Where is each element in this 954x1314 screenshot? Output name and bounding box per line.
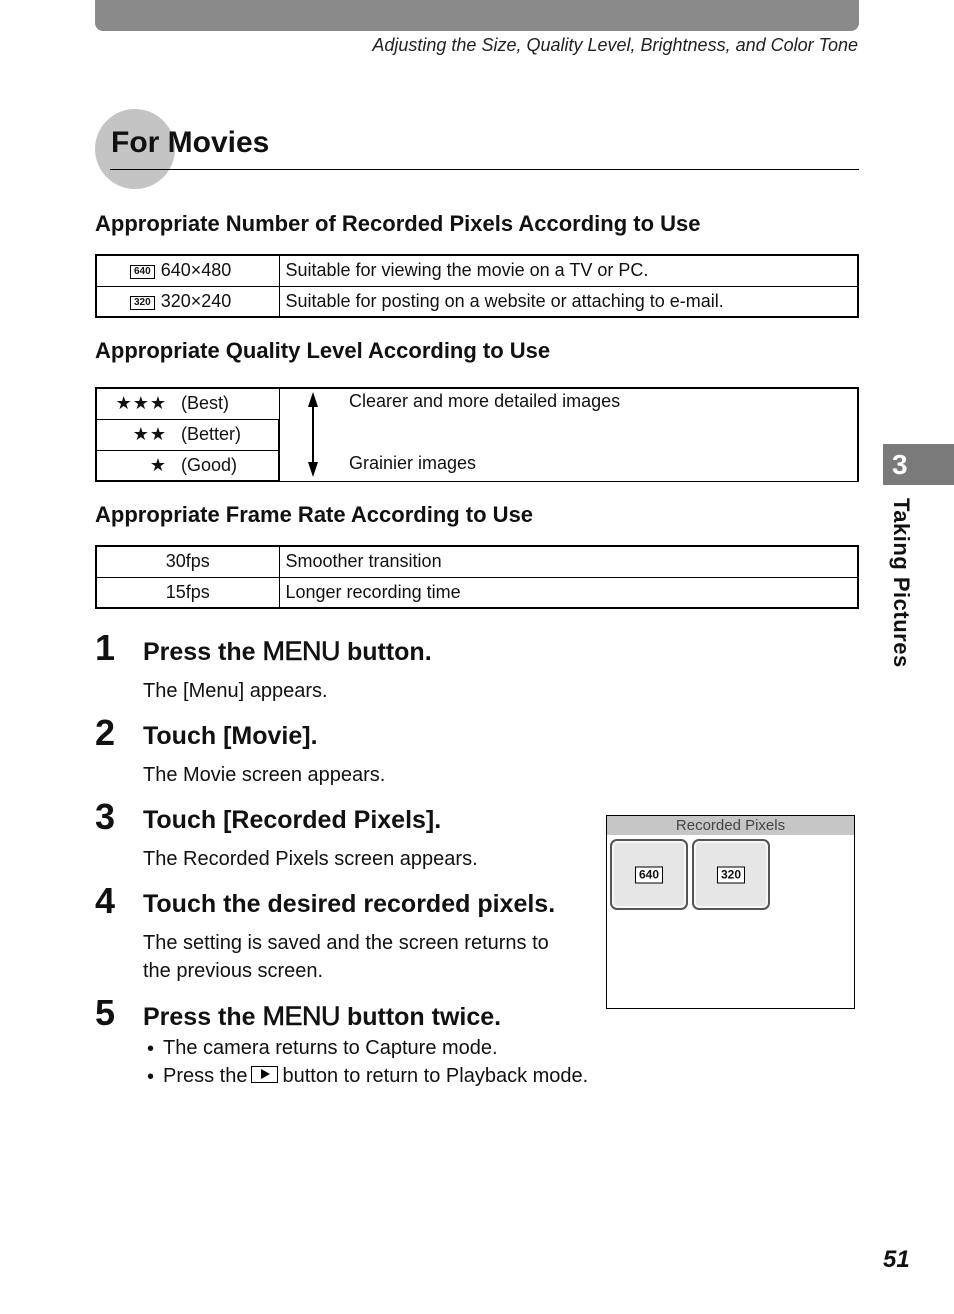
table-cell: Longer recording time bbox=[279, 577, 858, 608]
step-number: 5 bbox=[95, 992, 116, 1033]
list-item bbox=[163, 1065, 588, 1088]
star-rating-icon: ★★★ bbox=[115, 393, 167, 414]
step-body-line: The setting is saved and the screen returns to bbox=[143, 932, 549, 954]
table-cell: Suitable for posting on a website or attaching to e-mail. bbox=[279, 286, 858, 317]
table-cell: Suitable for viewing the movie on a TV or PC. bbox=[279, 255, 858, 286]
header-bar bbox=[95, 0, 859, 31]
step-number: 1 bbox=[95, 627, 116, 668]
quality-label: (Better) bbox=[181, 424, 242, 444]
quality-low-text: Grainier images bbox=[349, 453, 477, 473]
table-cell: Smoother transition bbox=[279, 546, 858, 577]
step-title bbox=[143, 636, 432, 667]
table-cell: 15fps bbox=[96, 577, 279, 608]
step-number: 3 bbox=[95, 796, 116, 837]
step-title-text: Press the bbox=[143, 1003, 263, 1031]
list-item-text: button to return to Playback mode. bbox=[282, 1065, 589, 1087]
step-body: The Movie screen appears. bbox=[143, 764, 386, 786]
bullet-icon: • bbox=[147, 1038, 155, 1060]
double-arrow-icon bbox=[303, 391, 323, 478]
step-title-text: button. bbox=[340, 638, 432, 666]
step-title: Touch [Movie]. bbox=[143, 722, 318, 750]
quality-high-text: Clearer and more detailed images bbox=[349, 391, 621, 411]
framerate-table-heading: Appropriate Frame Rate According to Use bbox=[95, 502, 534, 527]
page-number: 51 bbox=[883, 1246, 910, 1273]
table-row bbox=[96, 255, 858, 286]
quality-table-heading: Appropriate Quality Level According to Use bbox=[95, 338, 551, 363]
pixel-size: 640×480 bbox=[160, 260, 232, 281]
step-title: Touch the desired recorded pixels. bbox=[143, 890, 556, 918]
table-cell bbox=[96, 286, 279, 317]
table-row bbox=[96, 577, 858, 608]
playback-button-icon bbox=[251, 1066, 278, 1083]
step-title bbox=[143, 1001, 501, 1032]
section-divider bbox=[110, 169, 859, 170]
table-row bbox=[96, 286, 858, 317]
screen-title: Recorded Pixels bbox=[607, 816, 854, 835]
step-title: Touch [Recorded Pixels]. bbox=[143, 806, 442, 834]
resolution-320-icon: 320 bbox=[130, 296, 155, 310]
step-number: 4 bbox=[95, 880, 116, 921]
chapter-tab: 3 bbox=[883, 444, 954, 485]
resolution-640-icon: 640 bbox=[635, 866, 663, 883]
step-body: The [Menu] appears. bbox=[143, 680, 328, 702]
pixel-size: 320×240 bbox=[160, 290, 232, 311]
menu-button-label: MENU bbox=[262, 636, 341, 666]
step-body: The Recorded Pixels screen appears. bbox=[143, 848, 478, 870]
table-cell bbox=[96, 255, 279, 286]
quality-table bbox=[95, 387, 859, 482]
table-cell bbox=[96, 450, 279, 481]
step-body-line: the previous screen. bbox=[143, 960, 324, 982]
table-cell bbox=[96, 419, 279, 450]
step-body bbox=[143, 929, 549, 985]
star-rating-icon: ★★ bbox=[132, 424, 167, 444]
table-cell: 30fps bbox=[96, 546, 279, 577]
option-320-button[interactable] bbox=[692, 839, 770, 910]
pixels-table bbox=[95, 254, 859, 318]
quality-label: (Best) bbox=[181, 393, 230, 414]
step-title-text: button twice. bbox=[340, 1003, 502, 1031]
quality-label: (Good) bbox=[181, 454, 238, 475]
resolution-640-icon: 640 bbox=[130, 265, 155, 279]
step-title-text: Press the bbox=[143, 638, 263, 666]
framerate-table bbox=[95, 545, 859, 609]
step-number: 2 bbox=[95, 712, 116, 753]
option-640-button[interactable] bbox=[610, 839, 688, 910]
recorded-pixels-screen bbox=[606, 815, 855, 1009]
list-item-text: Press the bbox=[163, 1065, 248, 1087]
star-rating-icon: ★ bbox=[149, 454, 167, 475]
quality-description-cell bbox=[279, 388, 858, 481]
section-title: For Movies bbox=[111, 126, 270, 159]
resolution-320-icon: 320 bbox=[717, 866, 745, 883]
table-row bbox=[96, 546, 858, 577]
table-row bbox=[96, 388, 858, 419]
running-header: Adjusting the Size, Quality Level, Brightness, and Color Tone bbox=[372, 35, 858, 55]
list-item: The camera returns to Capture mode. bbox=[163, 1037, 498, 1059]
bullet-icon: • bbox=[147, 1066, 155, 1088]
menu-button-label: MENU bbox=[262, 1001, 341, 1031]
chapter-label: Taking Pictures bbox=[889, 498, 914, 668]
table-cell bbox=[96, 388, 279, 419]
pixels-table-heading: Appropriate Number of Recorded Pixels According to Use bbox=[95, 211, 701, 236]
